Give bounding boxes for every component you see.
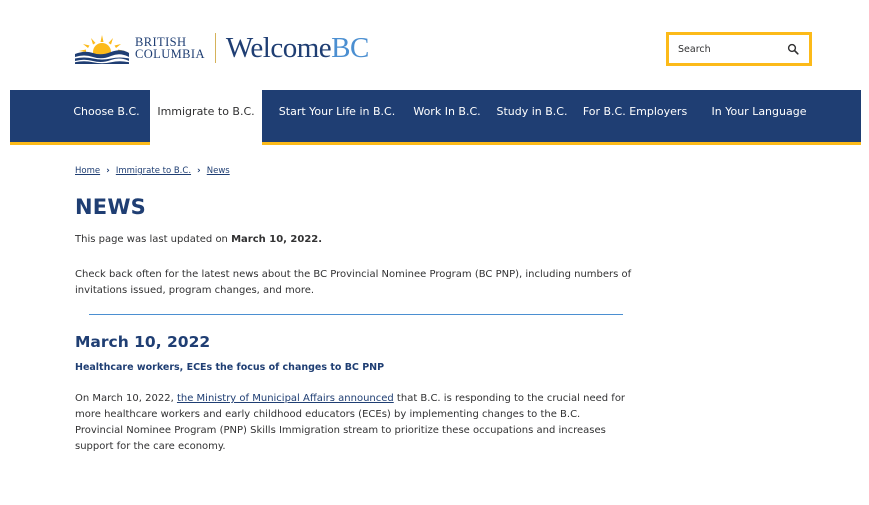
breadcrumb-immigrate[interactable]: Immigrate to B.C.	[115, 166, 192, 176]
nav-item-start-your-life[interactable]: Start Your Life in B.C.	[278, 105, 396, 118]
news-body	[75, 391, 631, 455]
last-updated-date: March 10, 2022.	[231, 234, 323, 245]
logo-line-british: BRITISH	[135, 35, 187, 49]
news-headline: Healthcare workers, ECEs the focus of changes to BC PNP	[75, 362, 385, 373]
ministry-announcement-link[interactable]: the Ministry of Municipal Affairs announced	[176, 393, 394, 404]
welcomebc-logo[interactable]	[75, 30, 369, 66]
nav-item-immigrate-to-bc[interactable]: Immigrate to B.C.	[150, 90, 262, 145]
breadcrumb-separator-icon: ›	[197, 166, 201, 176]
search-box[interactable]	[666, 32, 812, 66]
nav-item-for-bc-employers[interactable]: For B.C. Employers	[582, 105, 688, 118]
last-updated	[75, 234, 322, 245]
nav-item-choose-bc[interactable]: Choose B.C.	[73, 105, 140, 118]
breadcrumb-separator-icon: ›	[106, 166, 110, 176]
logo-line-columbia: COLUMBIA	[135, 47, 205, 61]
breadcrumb	[75, 166, 230, 176]
news-body-suffix: that B.C. is responding to the crucial need for more healthcare workers and early childhood educators (ECEs) by implementing changes to the B.C. Provincial Nominee Program (PNP) Skills Immigration stream to prioritize these occupations and increases support for the care economy.	[75, 393, 626, 452]
search-icon[interactable]	[787, 43, 799, 55]
news-date-heading: March 10, 2022	[75, 333, 211, 351]
page-title: NEWS	[75, 195, 147, 219]
site-header	[0, 0, 869, 90]
british-columbia-wordmark	[135, 36, 205, 60]
welcomebc-wordmark	[226, 30, 369, 66]
breadcrumb-news[interactable]: News	[206, 166, 230, 176]
wordmark-welcome: Welcome	[225, 32, 332, 64]
news-body-prefix: On March 10, 2022,	[75, 393, 177, 404]
search-input[interactable]	[678, 44, 778, 55]
section-divider	[89, 314, 623, 315]
main-navigation	[10, 90, 861, 145]
breadcrumb-home[interactable]: Home	[75, 166, 101, 176]
nav-item-in-your-language[interactable]: In Your Language	[711, 105, 807, 118]
wordmark-bc: BC	[331, 32, 369, 64]
nav-item-work-in-bc[interactable]: Work In B.C.	[413, 105, 481, 118]
bc-sun-logo-icon	[75, 32, 129, 64]
intro-text: Check back often for the latest news about the BC Provincial Nominee Program (BC PNP), including numbers of invitations issued, program changes, and more.	[75, 269, 632, 296]
logo-divider	[215, 33, 216, 63]
last-updated-prefix: This page was last updated on	[75, 234, 232, 245]
nav-item-study-in-bc[interactable]: Study in B.C.	[496, 105, 568, 118]
